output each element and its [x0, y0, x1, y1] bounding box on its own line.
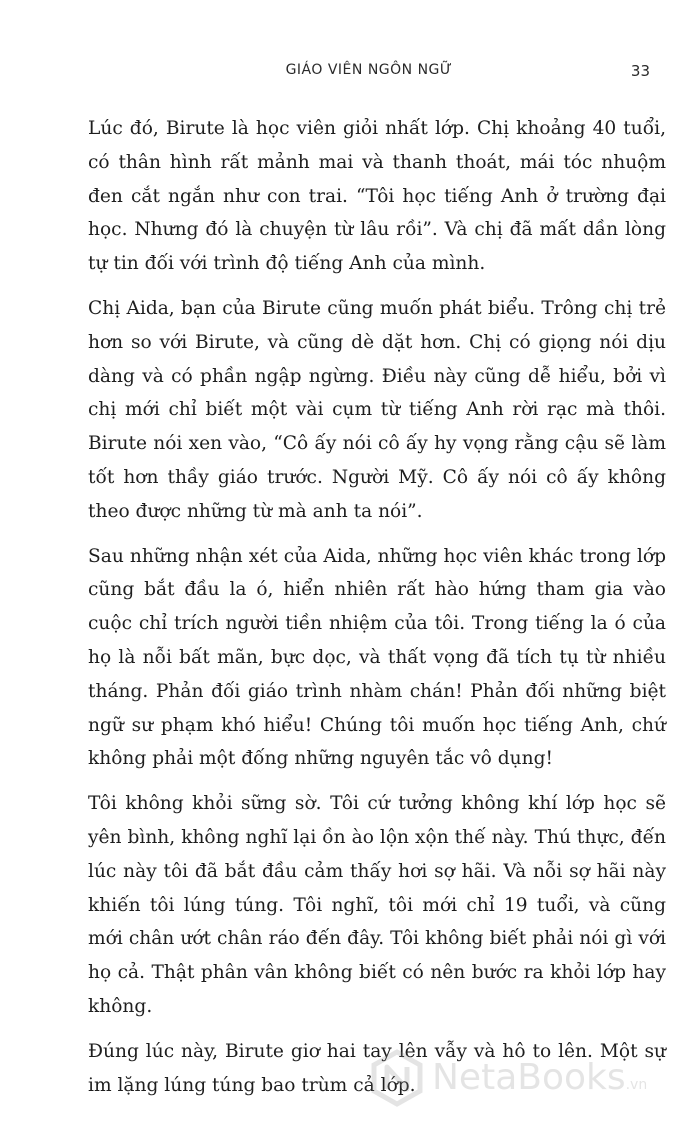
running-title: GIÁO VIÊN NGÔN NGỮ: [285, 62, 453, 78]
watermark-suffix: .vn: [625, 1077, 648, 1093]
paragraph: Đúng lúc này, Birute giơ hai tay lên vẫy và hô to lên. Một sự im lặng lúng túng bao trùm cả lớp.: [88, 1040, 666, 1096]
paragraph: Lúc đó, Birute là học viên giỏi nhất lớp. Chị khoảng 40 tuổi, có thân hình rất mảnh mai và thanh thoát, mái tóc nhuộm đen cắt ngắn như con trai. “Tôi học tiếng Anh ở trường đại học. Nhưng đó là chuyện từ lâu rồi”. Và chị đã mất dần lòng tự tin đối với trình độ tiếng Anh của mình.: [88, 118, 666, 275]
watermark-brand-name: NetaBooks: [432, 1057, 626, 1098]
body-text: [88, 112, 666, 1113]
watermark: [368, 1045, 688, 1113]
watermark-brand: [432, 1057, 647, 1098]
page-number: 33: [630, 62, 650, 80]
paragraph: Tôi không khỏi sững sờ. Tôi cứ tưởng không khí lớp học sẽ yên bình, không nghĩ lại ồn ào lộn xộn thế này. Thú thực, đến lúc này tôi đã bắt đầu cảm thấy hơi sợ hãi. Và nỗi sợ hãi này khiến tôi lúng túng. Tôi nghĩ, tôi mới chỉ 19 tuổi, và cũng mới chân ướt chân ráo đến đây. Tôi không biết phải nói gì với họ cả. Thật phân vân không biết có nên bước ra khỏi lớp hay không.: [88, 793, 666, 1017]
paragraph: Chị Aida, bạn của Birute cũng muốn phát biểu. Trông chị trẻ hơn so với Birute, và cũng dè dặt hơn. Chị có giọng nói dịu dàng và có phần ngập ngừng. Điều này cũng dễ hiểu, bởi vì chị mới chỉ biết một vài cụm từ tiếng Anh rời rạc mà thôi. Birute nói xen vào, “Cô ấy nói cô ấy hy vọng rằng cậu sẽ làm tốt hơn thầy giáo trước. Người Mỹ. Cô ấy nói cô ấy không theo được những từ mà anh ta nói”.: [88, 297, 666, 522]
paragraph: Sau những nhận xét của Aida, những học viên khác trong lớp cũng bắt đầu la ó, hiển nhiên rất hào hứng tham gia vào cuộc chỉ trích người tiền nhiệm của tôi. Trong tiếng la ó của họ là nỗi bất mãn, bực dọc, và thất vọng đã tích tụ từ nhiều tháng. Phản đối giáo trình nhàm chán! Phản đối những biệt ngữ sư phạm khó hiểu! Chúng tôi muốn học tiếng Anh, chứ không phải một đống những nguyên tắc vô dụng!: [88, 545, 666, 770]
page-header: [88, 62, 650, 84]
netabooks-logo-icon: [368, 1049, 426, 1107]
